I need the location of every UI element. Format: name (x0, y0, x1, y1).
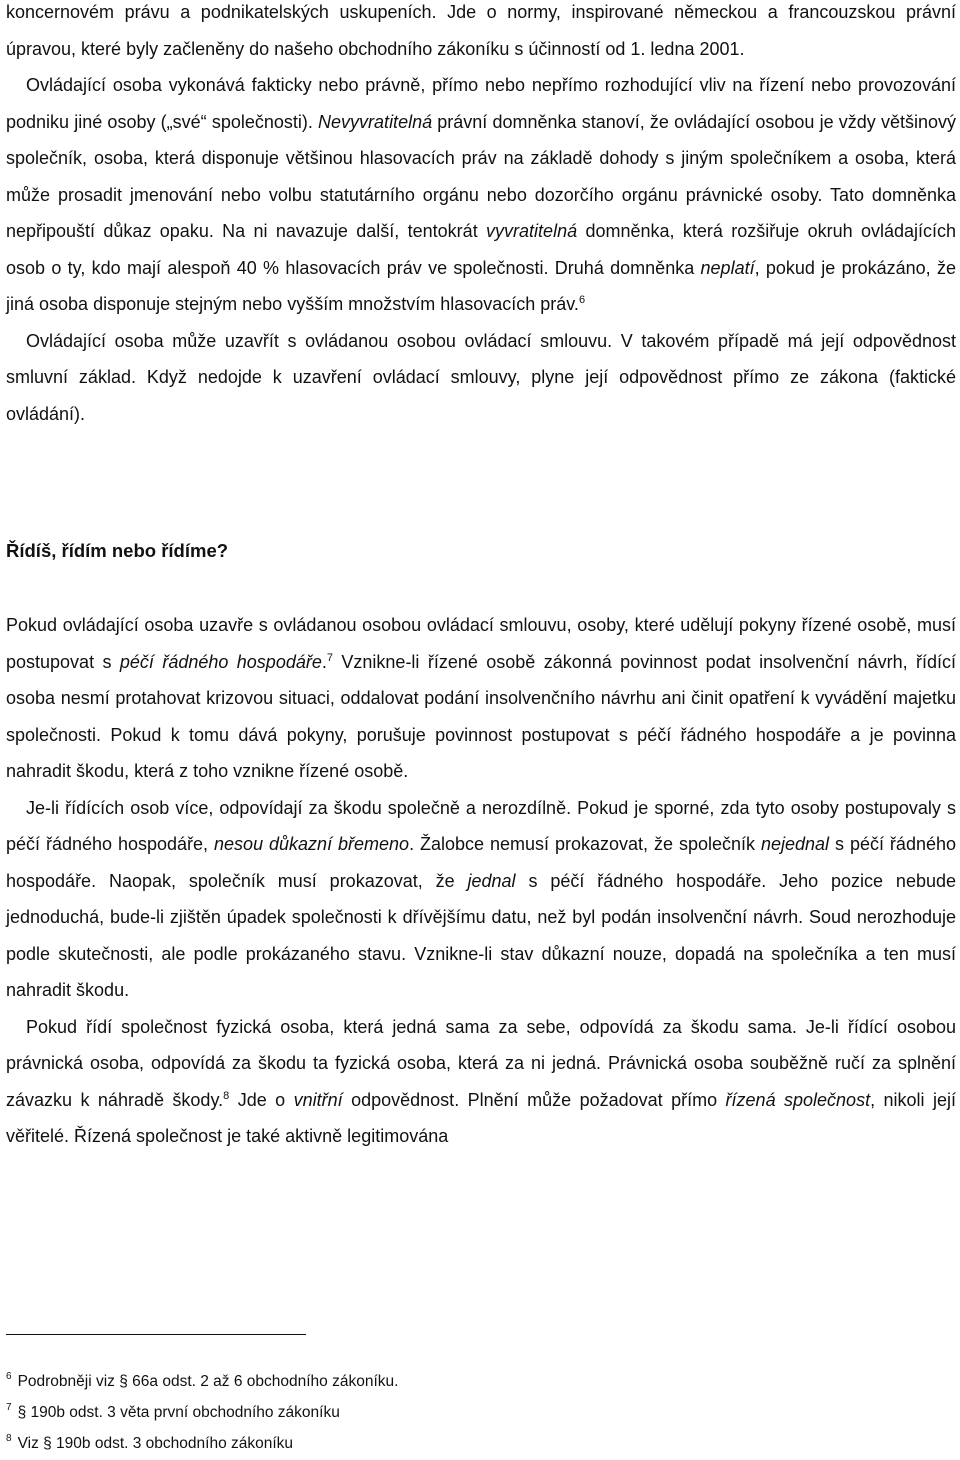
paragraph-text: . Žalobce nemusí prokazovat, že společník (409, 834, 761, 854)
emphasis-text: řízená společnost (725, 1089, 871, 1110)
paragraph-text: Jde o (229, 1089, 294, 1110)
emphasis-text: neplatí (700, 257, 755, 278)
footnote-reference[interactable]: 6 (578, 294, 586, 306)
footnote (6, 1366, 398, 1397)
section-directing-person (6, 607, 956, 1155)
footnote-text: Podrobněji viz § 66a odst. 2 až 6 obchodního zákoníku. (17, 1373, 399, 1390)
paragraph-text: domněnka, která rozšiřuje okruh ovládajících osob o ty, kdo mají alespoň 40 % hlasovacích práv ve společnosti. Druhá domněnka (6, 221, 956, 278)
emphasis-text: vnitřní (293, 1089, 343, 1110)
paragraph-text: Pokud řídí společnost fyzická osoba, která jedná sama za sebe, odpovídá za škodu sama. Je-li řídící osobou právnická osoba, odpovídá za škodu ta fyzická osoba, která za ni jedná. Právnická osoba souběžně ručí za splnění závazku k náhradě škody. (6, 1016, 956, 1110)
paragraph-text: s péčí řádného hospodáře. Naopak, společník musí prokazovat, že (6, 834, 956, 891)
footnotes (6, 1366, 398, 1459)
paragraph-text: právní domněnka stanoví, že ovládající osobou je vždy většinový společník, osoba, která disponuje většinou hlasovacích práv na základě dohody s jiným společníkem a osoba, která může prosadit jmenování nebo volbu statutárního orgánu nebo dozorčího orgánu právnické osoby. Tato domněnka nepřipouští důkaz opaku. Na ni navazuje další, tentokrát (6, 111, 956, 241)
paragraph-text: Je-li řídících osob více, odpovídají za škodu společně a nerozdílně. Pokud je sporné, zda tyto osoby postupovaly s péčí řádného hospodáře, (6, 797, 956, 854)
paragraph-control-contract (6, 323, 956, 433)
emphasis-text: nejednal (760, 834, 830, 854)
paragraph-text: , nikoli její věřitelé. Řízená společnost je také aktivně legitimována (6, 1089, 956, 1146)
footnote-number: 7 (6, 1402, 12, 1413)
footnote-number: 6 (6, 1371, 12, 1382)
paragraph-text: Ovládající osoba vykonává fakticky nebo právně, přímo nebo nepřímo rozhodující vliv na řízení nebo provozování podniku jiné osoby („své“ společnosti). (6, 75, 956, 132)
paragraph-presumptions (6, 67, 956, 323)
section-controlling-person (6, 0, 956, 432)
paragraph-text: Pokud ovládající osoba uzavře s ovládanou osobou ovládací smlouvu, osoby, které udělují pokyny řízené osobě, musí postupovat s (6, 615, 956, 672)
paragraph-joint-liability (6, 790, 956, 1009)
paragraph-text: Vznikne-li řízené osobě zákonná povinnost podat insolvenční návrh, řídící osoba nesmí protahovat krizovou situaci, oddalovat podání insolvenčního návrhu ani činit opatření k vyvádění majetku společnosti. Pokud k tomu dává pokyny, porušuje povinnost postupovat s péčí řádného hospodáře a je povinna nahradit škodu, která z toho vznikne řízené osobě. (6, 651, 956, 781)
paragraph-text: Ovládající osoba může uzavřít s ovládanou osobou ovládací smlouvu. V takovém případě má její odpovědnost smluvní základ. Když nedojde k uzavření ovládací smlouvy, plyne její odpovědnost přímo ze zákona (faktické ovládání). (6, 330, 956, 424)
paragraph-text: . (321, 651, 327, 672)
emphasis-text: vyvratitelná (486, 221, 578, 241)
paragraph-duty-of-care (6, 607, 956, 790)
footnote-number: 8 (6, 1433, 12, 1444)
paragraph-text: s péčí řádného hospodáře. Jeho pozice nebude jednoduchá, bude-li zjištěn úpadek společnosti k dřívějšímu datu, než byl podán insolvenční návrh. Soud nerozhoduje podle skutečnosti, ale podle prokázaného stavu. Vznikne-li stav důkazní nouze, dopadá na společníka a ten musí nahradit škodu. (6, 870, 956, 1000)
emphasis-text: Nevyvratitelná (318, 111, 433, 132)
paragraph-intro (6, 0, 956, 67)
emphasis-text: nesou důkazní břemeno (214, 834, 410, 854)
paragraph-internal-liability (6, 1009, 956, 1155)
footnote-reference[interactable]: 8 (223, 1089, 230, 1102)
footnote-reference[interactable]: 7 (326, 651, 333, 664)
footnote (6, 1428, 398, 1459)
emphasis-text: péčí řádného hospodáře (119, 651, 322, 672)
footnote-text: § 190b odst. 3 věta první obchodního zákoníku (17, 1404, 340, 1421)
paragraph-text: odpovědnost. Plnění může požadovat přímo (342, 1089, 726, 1110)
footnote (6, 1397, 398, 1428)
footnote-text: Viz § 190b odst. 3 obchodního zákoníku (17, 1435, 294, 1452)
section-heading: Řídíš, řídím nebo řídíme? (6, 540, 229, 561)
emphasis-text: jednal (467, 870, 516, 891)
paragraph-text: , pokud je prokázáno, že jiná osoba disponuje stejným nebo vyšším množstvím hlasovacích práv. (6, 257, 956, 314)
paragraph-text: koncernovém právu a podnikatelských uskupeních. Jde o normy, inspirované německou a francouzskou právní úpravou, které byly začleněny do našeho obchodního zákoníku s účinností od 1. ledna 2001. (6, 2, 956, 59)
footnote-separator (6, 1334, 306, 1335)
